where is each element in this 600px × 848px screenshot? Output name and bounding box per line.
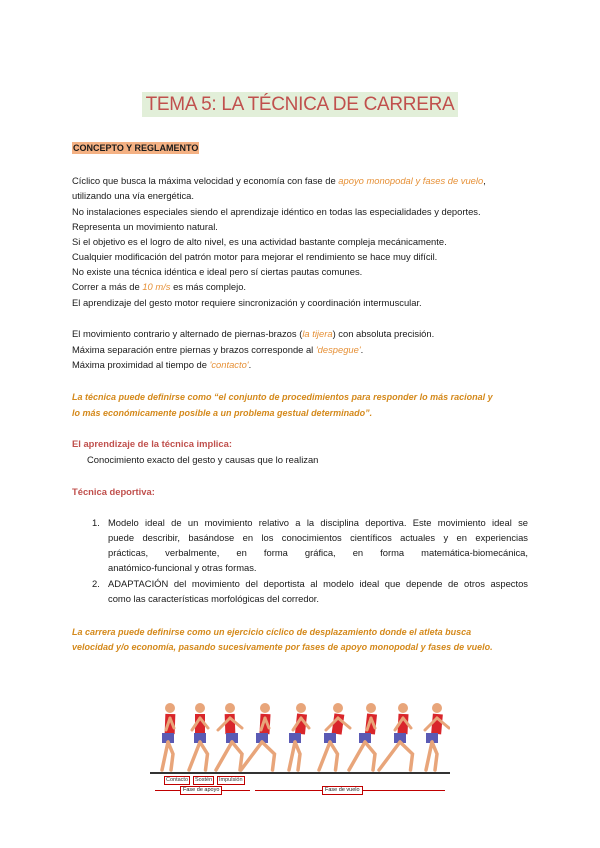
runner-leg xyxy=(295,742,300,770)
runner-head xyxy=(398,703,408,713)
paragraph-line: Cualquier modificación del patrón motor para mejorar el rendimiento se hace muy difícil. xyxy=(72,251,438,262)
phase-tag-sosten: Sostén xyxy=(195,777,213,783)
subheading-tecnica-deportiva: Técnica deportiva: xyxy=(72,486,155,497)
runner-figure xyxy=(162,703,175,770)
runner-leg xyxy=(379,742,400,770)
list-item-line: anatómico-funcional y otras formas. xyxy=(108,562,257,573)
phase-label-apoyo: Fase de apoyo xyxy=(180,786,222,795)
runner-leg xyxy=(319,742,330,770)
runner-leg xyxy=(330,742,338,770)
runner-figure xyxy=(289,703,309,770)
paragraph-line: Máxima separación entre piernas y brazos corresponde al 'despegue'. xyxy=(72,344,364,355)
runner-leg xyxy=(162,742,168,770)
phase-label-vuelo: Fase de vuelo xyxy=(322,786,363,795)
runner-figure xyxy=(216,703,242,770)
runner-leg xyxy=(200,742,208,770)
emphasis-text: 'despegue' xyxy=(315,344,361,355)
definition-quote-line: velocidad y/o economía, pasando sucesivamente por fases de apoyo monopodal y fases de vuelo. xyxy=(72,642,493,652)
definition-quote-line: La técnica puede definirse como “el conjunto de procedimientos para responder lo más racional y xyxy=(72,392,493,402)
runner-head xyxy=(195,703,205,713)
list-item-line: como las características morfológicas del corredor. xyxy=(108,593,320,604)
runner-figure xyxy=(379,703,413,770)
runner-leg xyxy=(216,742,232,770)
runner-head xyxy=(366,703,376,713)
page-title: TEMA 5: LA TÉCNICA DE CARRERA xyxy=(142,92,459,117)
runner-figure xyxy=(349,703,377,770)
list-item-line: prácticas, verbalmente, en forma gráfica, en forma matemática-biomecánica, xyxy=(108,547,528,558)
runner-leg xyxy=(426,742,432,770)
runner-head xyxy=(165,703,175,713)
runner-head xyxy=(432,703,442,713)
paragraph-line: No existe una técnica idéntica e ideal pero sí ciertas pautas comunes. xyxy=(72,266,363,277)
runner-leg xyxy=(289,742,295,770)
paragraph-line: Representa un movimiento natural. xyxy=(72,221,218,232)
list-number: 2. xyxy=(92,578,100,589)
emphasis-text: 'contacto' xyxy=(209,359,249,370)
paragraph-line: Máxima proximidad al tiempo de 'contacto'. xyxy=(72,359,252,370)
runner-head xyxy=(225,703,235,713)
runner-leg xyxy=(262,742,275,770)
emphasis-text: 10 m/s xyxy=(142,281,171,292)
paragraph-line: Correr a más de 10 m/s es más complejo. xyxy=(72,281,247,292)
runner-leg xyxy=(349,742,365,770)
runner-leg xyxy=(432,742,437,770)
paragraph-line: No instalaciones especiales siendo el aprendizaje idéntico en todas las especialidades y deportes. xyxy=(72,206,481,217)
runner-leg xyxy=(365,742,375,770)
runner-figure xyxy=(319,703,350,770)
paragraph-line: Cíclico que busca la máxima velocidad y economía con fase de apoyo monopodal y fases de vuelo, xyxy=(72,175,486,186)
runner-head xyxy=(333,703,343,713)
phase-tag-contacto: Contacto xyxy=(166,777,189,783)
runner-head xyxy=(260,703,270,713)
runner-leg xyxy=(232,742,242,770)
runner-leg xyxy=(241,742,262,770)
phase-tag-impulsion: Impulsión xyxy=(219,777,243,783)
list-item-line: puede describir, basándose en los conocimientos científicos actuales y en experiencias xyxy=(108,532,528,543)
runner-figure xyxy=(241,703,275,770)
runner-figure xyxy=(425,703,449,770)
paragraph-line: Conocimiento exacto del gesto y causas que lo realizan xyxy=(87,454,319,465)
section-heading-concepto: CONCEPTO Y REGLAMENTO xyxy=(73,143,199,153)
subheading-aprendizaje: El aprendizaje de la técnica implica: xyxy=(72,438,232,449)
paragraph-line: El aprendizaje del gesto motor requiere sincronización y coordinación intermuscular. xyxy=(72,297,422,308)
emphasis-text: la tijera xyxy=(302,328,333,339)
runner-head xyxy=(296,703,306,713)
runner-leg xyxy=(168,742,173,770)
paragraph-line: Si el objetivo es el logro de alto nivel, es una actividad bastante compleja mecánicamente. xyxy=(72,236,447,247)
list-item-line: Modelo ideal de un movimiento relativo a la disciplina deportiva. Este movimiento ideal se xyxy=(108,517,528,528)
list-item-line: ADAPTACIÓN del movimiento del deportista al modelo ideal que depende de otros aspectos xyxy=(108,578,528,589)
ground-line xyxy=(150,772,450,774)
runner-leg xyxy=(189,742,200,770)
definition-quote-line: La carrera puede definirse como un ejercicio cíclico de desplazamiento donde el atleta busca xyxy=(72,627,472,637)
runner-leg xyxy=(400,742,413,770)
runner-figure xyxy=(189,703,208,770)
emphasis-text: apoyo monopodal y fases de vuelo xyxy=(338,175,484,186)
paragraph-line: El movimiento contrario y alternado de piernas-brazos (la tijera) con absoluta precisión. xyxy=(72,328,435,339)
definition-quote-line: lo más económicamente posible a un problema gestual determinado”. xyxy=(72,408,373,418)
paragraph-line: utilizando una vía energética. xyxy=(72,190,194,201)
list-number: 1. xyxy=(92,517,100,528)
